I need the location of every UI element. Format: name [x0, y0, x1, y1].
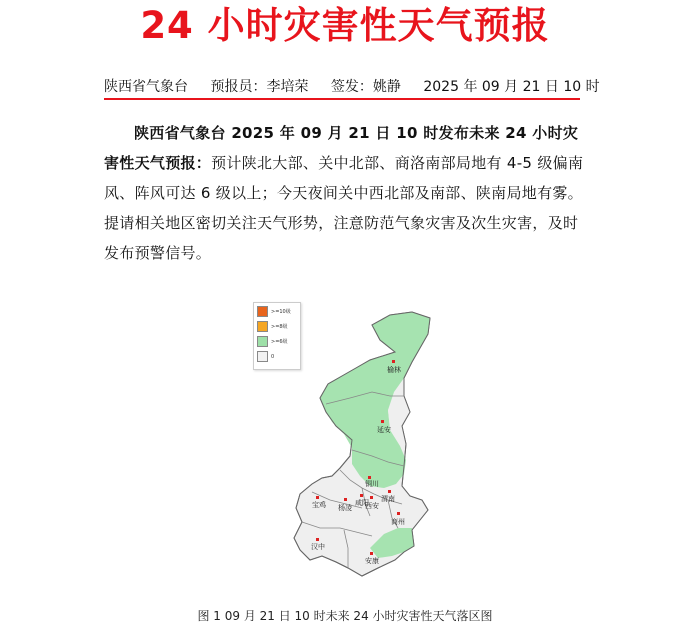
page-title: 24 小时灾害性天气预报: [140, 4, 550, 47]
city-label: 榆林: [387, 366, 401, 374]
issue-datetime: 2025 年 09 月 21 日 10 时: [423, 79, 600, 95]
city-label: 铜川: [365, 480, 379, 488]
wind-area-north: [320, 312, 430, 488]
city-label: 延安: [377, 426, 391, 434]
city-label: 宝鸡: [312, 501, 326, 509]
forecast-lead: 陕西省气象台 2025 年 09 月 21 日 10 时发布未来 24 小时灾害性天气预报：: [104, 124, 579, 172]
legend-label: >=8级: [271, 324, 288, 330]
city-label: 西安: [365, 502, 379, 510]
agency-name: 陕西省气象台: [104, 79, 188, 95]
legend-label: >=10级: [271, 309, 291, 315]
city-label: 汉中: [311, 543, 325, 551]
city-label: 安康: [365, 557, 379, 565]
city-label: 商州: [391, 518, 405, 526]
issuer-name: 签发：姚静: [330, 79, 401, 95]
city-label: 咸阳: [355, 499, 369, 507]
city-label: 渭南: [381, 495, 395, 503]
city-label: 杨凌: [338, 504, 352, 512]
map-caption: 图 1 09 月 21 日 10 时未来 24 小时灾害性天气落区图: [197, 609, 493, 623]
forecast-text: 预计陕北大部、关中北部、商洛南部局地有 4-5 级偏南风、阵风可达 6 级以上；今天夜间关中西北部及南部、陕南局地有雾。提请相关地区密切关注天气形势，注意防范气象灾害及次生灾害，及时发布预警信号。: [104, 154, 584, 262]
forecaster-name: 预报员：李培荣: [210, 79, 309, 95]
legend-label: 0: [271, 353, 275, 360]
legend-label: >=6级: [271, 339, 288, 345]
